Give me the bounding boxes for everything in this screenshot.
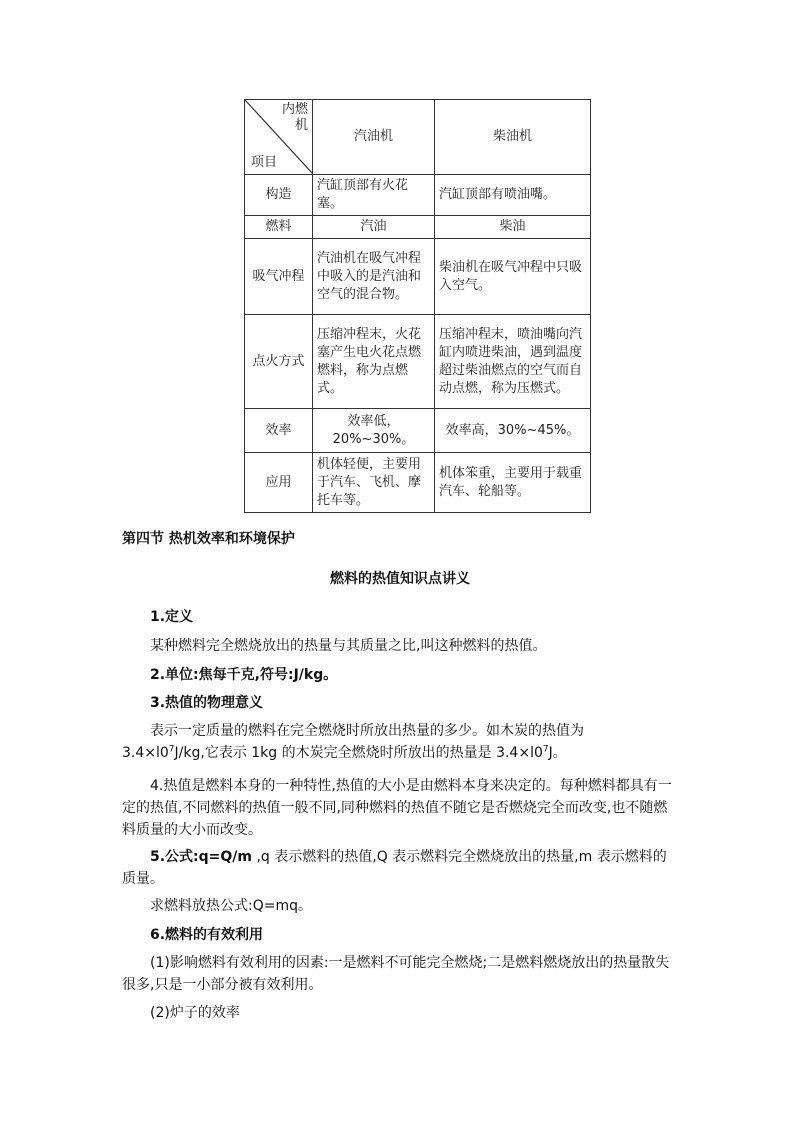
table-row	[245, 409, 591, 453]
cell-gasoline: 压缩冲程末，火花塞产生电火花点燃燃料，称为点燃式。	[313, 315, 435, 409]
meaning-text-line2	[122, 742, 567, 764]
cell-gasoline: 汽油机在吸气冲程中吸入的是汽油和空气的混合物。	[313, 239, 435, 315]
table-row	[245, 216, 591, 239]
corner-bottom-label: 项目	[251, 155, 278, 170]
meaning-text-middle: J/kg,它表示 1kg 的木炭完全燃烧时所放出的热量是 3.4×l0	[174, 745, 543, 761]
row-label: 效率	[245, 409, 313, 453]
section-title: 第四节 热机效率和环境保护	[122, 531, 295, 547]
effective-use-factors: (1)影响燃料有效利用的因素:一是燃料不可能完全燃烧;二是燃料燃烧放出的热量散失很多,只是一小部分被有效利用。	[122, 955, 670, 993]
cell-gasoline: 汽缸顶部有火花塞。	[313, 175, 435, 216]
meaning-text-line1: 表示一定质量的燃料在完全燃烧时所放出热量的多少。如木炭的热值为	[150, 723, 584, 739]
engine-comparison-table-image	[244, 99, 590, 513]
furnace-efficiency-heading: (2)炉子的效率	[150, 1005, 240, 1021]
cell-diesel: 机体笨重，主要用于载重汽车、轮船等。	[435, 453, 591, 513]
meaning-text-end: J。	[548, 745, 567, 761]
cell-gasoline: 效率低，20%~30%。	[313, 409, 435, 453]
effective-use-heading: 6.燃料的有效利用	[150, 927, 264, 943]
property-text: 4.热值是燃料本身的一种特性,热值的大小是由燃料本身来决定的。每种燃料都具有一定的热值,不同燃料的热值一般不同,同种燃料的热值不随它是否燃烧完全而改变,也不随燃料质量的大小而改变。	[122, 778, 672, 838]
formula-paragraph	[122, 846, 678, 890]
row-label: 构造	[245, 175, 313, 216]
table-corner-cell	[245, 100, 313, 175]
table-row	[245, 175, 591, 216]
definition-heading: 1.定义	[150, 609, 194, 625]
cell-gasoline: 汽油	[313, 216, 435, 239]
row-label: 吸气冲程	[245, 239, 313, 315]
table-header-row	[245, 100, 591, 175]
cell-diesel: 压缩冲程末，喷油嘴向汽缸内喷进柴油，遇到温度超过柴油燃点的空气而自动点燃，称为压燃式。	[435, 315, 591, 409]
lecture-title: 燃料的热值知识点讲义	[330, 571, 470, 587]
heat-release-formula: 求燃料放热公式:Q=mq。	[150, 898, 312, 914]
table-row	[245, 315, 591, 409]
row-label: 燃料	[245, 216, 313, 239]
cell-diesel: 柴油机在吸气冲程中只吸入空气。	[435, 239, 591, 315]
engine-comparison-table	[244, 99, 591, 513]
corner-top-label: 内燃机	[281, 102, 308, 133]
table-row	[245, 239, 591, 315]
table-row	[245, 453, 591, 513]
column-header-diesel: 柴油机	[435, 100, 591, 175]
cell-diesel: 汽缸顶部有喷油嘴。	[435, 175, 591, 216]
formula-explanation: ,q 表示燃料的热值,Q 表示燃料完全燃烧放出的热量,m 表示燃料的质量。	[122, 849, 667, 887]
exponent: 7	[168, 744, 175, 755]
meaning-heading: 3.热值的物理意义	[150, 695, 264, 711]
cell-diesel: 效率高，30%~45%。	[435, 409, 591, 453]
cell-gasoline: 机体轻便，主要用于汽车、飞机、摩托车等。	[313, 453, 435, 513]
exponent: 7	[542, 744, 549, 755]
formula-heading: 5.公式:q=Q/m	[150, 849, 253, 865]
heat-value-number: 3.4×l0	[122, 745, 169, 761]
definition-text: 某种燃料完全燃烧放出的热量与其质量之比,叫这种燃料的热值。	[150, 638, 547, 654]
meaning-text	[122, 720, 678, 764]
column-header-gasoline: 汽油机	[313, 100, 435, 175]
row-label: 应用	[245, 453, 313, 513]
cell-diesel: 柴油	[435, 216, 591, 239]
unit-heading: 2.单位:焦每千克,符号:J/kg。	[150, 667, 338, 683]
row-label: 点火方式	[245, 315, 313, 409]
